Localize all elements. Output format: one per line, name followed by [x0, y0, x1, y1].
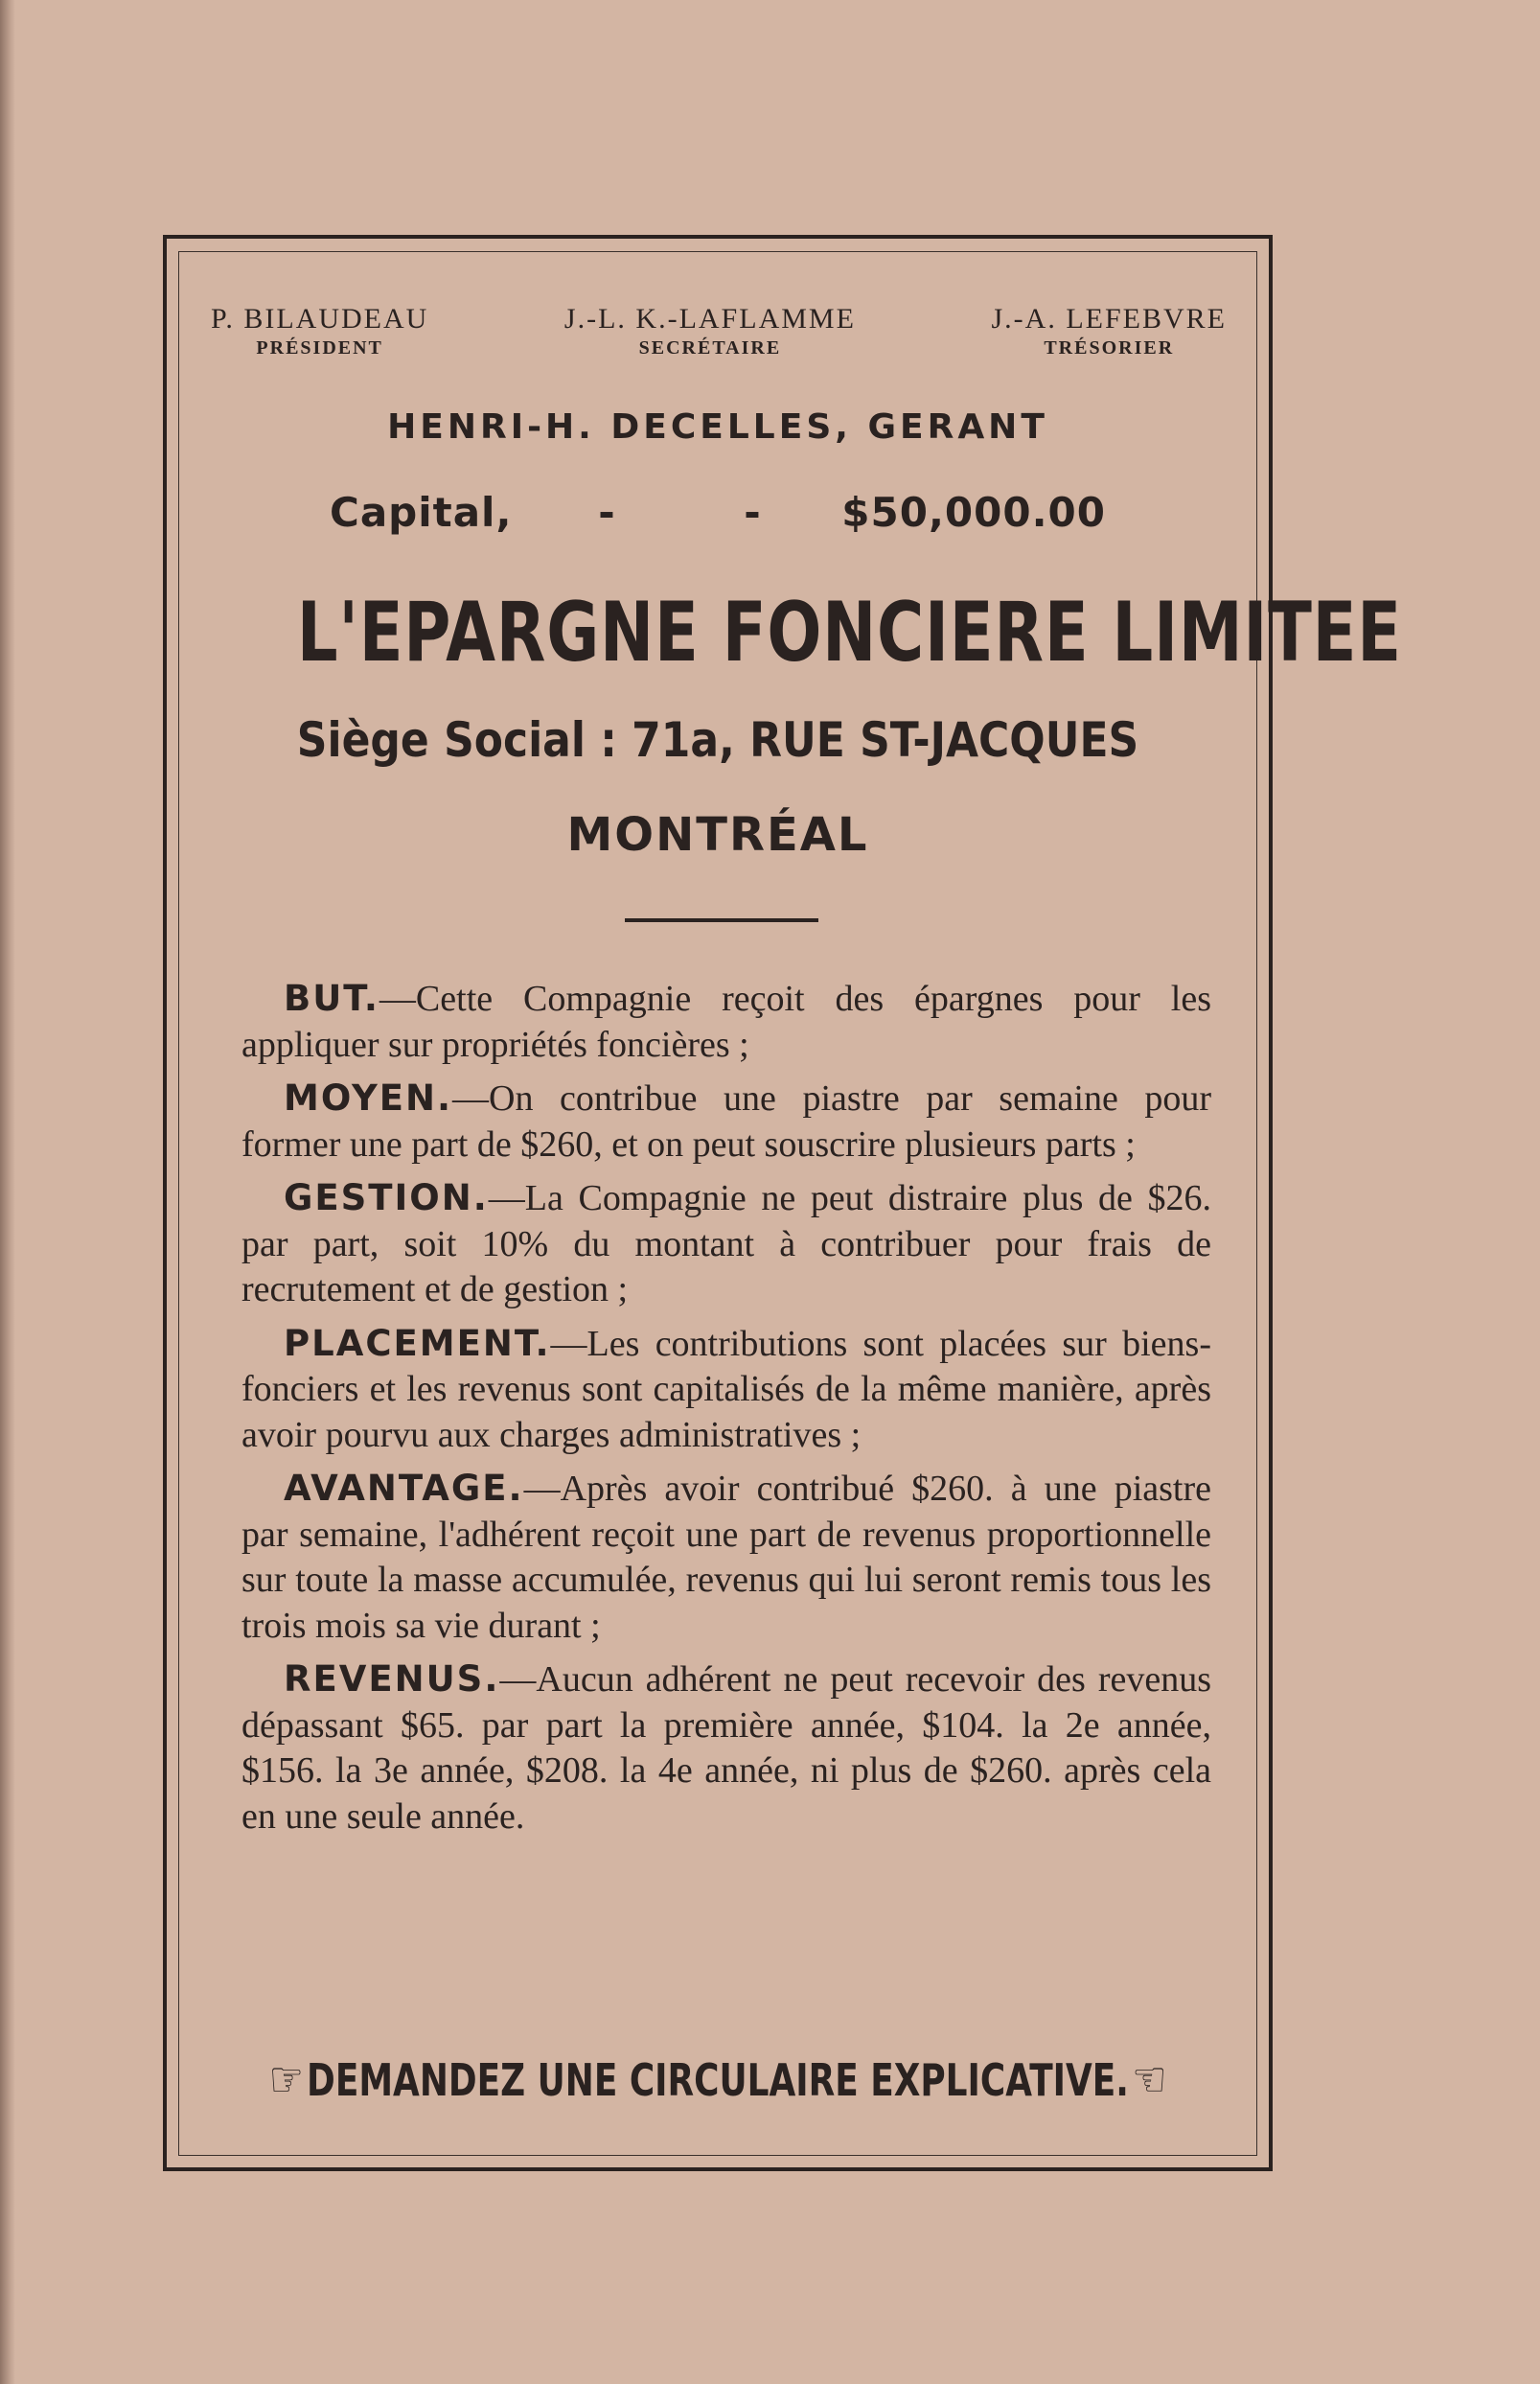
section-paragraph [241, 1321, 1211, 1459]
section-term: GESTION. [284, 1177, 489, 1218]
officer-role: SECRÉTAIRE [638, 337, 782, 359]
officer-name: J.-A. LEFEBVRE [991, 303, 1227, 335]
section-paragraph [241, 1466, 1211, 1649]
officer-treasurer [992, 303, 1228, 359]
section-text: —On contribue une piastre par semaine pour former une part de $260, et on peut souscrire plusieurs parts ; [241, 1078, 1211, 1165]
officer-president [211, 303, 428, 359]
section-text: —Aucun adhérent ne peut recevoir des revenus dépassant $65. par part la première année, $104. la 2e année, $156. la 3e année, $208. la 4e année, ni plus de $260. après cela en une seule année. [241, 1659, 1211, 1837]
section-paragraph [241, 1076, 1211, 1168]
section-text: —Les contributions sont placées sur biens-fonciers et les revenus sont capitalisés de la même manière, après avoir pourvu aux charges administratives ; [241, 1323, 1211, 1455]
section-term: PLACEMENT. [284, 1322, 551, 1364]
section-text: —Après avoir contribué $260. à une piastre par semaine, l'adhérent reçoit une part de revenus proportionnelle sur toute la masse accumulée, revenus qui lui seront remis tous les trois mois sa vie durant ; [241, 1469, 1211, 1646]
section-term: BUT. [284, 978, 379, 1019]
divider-rule [625, 918, 818, 922]
pointing-hand-right-icon: ☞ [268, 2051, 304, 2109]
head-office-address: Siège Social : 71a, RUE ST-JACQUES [296, 712, 1139, 768]
capital-dashes: - - [598, 489, 818, 536]
company-name: L'EPARGNE FONCIERE LIMITEE [296, 585, 1402, 681]
section-text: —Cette Compagnie reçoit des épargnes pour les appliquer sur propriétés foncières ; [241, 979, 1211, 1065]
section-text: —La Compagnie ne peut distraire plus de $26. par part, soit 10% du montant à contribuer pour frais de recrutement et de gestion ; [241, 1178, 1211, 1309]
manager-line: HENRI-H. DECELLES, GERANT [387, 407, 1048, 447]
capital-line [178, 489, 1257, 536]
footer-text: DEMANDEZ UNE CIRCULAIRE EXPLICATIVE. [307, 2054, 1129, 2106]
terms-body [241, 976, 1211, 1847]
officer-role: TRÉSORIER [1044, 337, 1175, 359]
capital-amount: $50,000.00 [841, 489, 1106, 536]
capital-label: Capital, [330, 489, 513, 536]
officers-row [211, 303, 1227, 359]
officer-name: J.-L. K.-LAFLAMME [563, 303, 856, 335]
page-binding-edge [0, 0, 15, 2384]
section-paragraph [241, 1175, 1211, 1313]
section-term: AVANTAGE. [284, 1468, 524, 1509]
officer-secretary [564, 303, 856, 359]
section-term: MOYEN. [284, 1077, 453, 1119]
officer-role: PRÉSIDENT [256, 337, 383, 359]
pointing-hand-left-icon: ☜ [1132, 2051, 1167, 2109]
section-paragraph [241, 1656, 1211, 1840]
section-paragraph [241, 976, 1211, 1068]
city-name: MONTRÉAL [566, 808, 869, 862]
section-term: REVENUS. [284, 1658, 500, 1700]
officer-name: P. BILAUDEAU [211, 303, 429, 335]
footer-call-to-action [268, 2051, 1167, 2109]
